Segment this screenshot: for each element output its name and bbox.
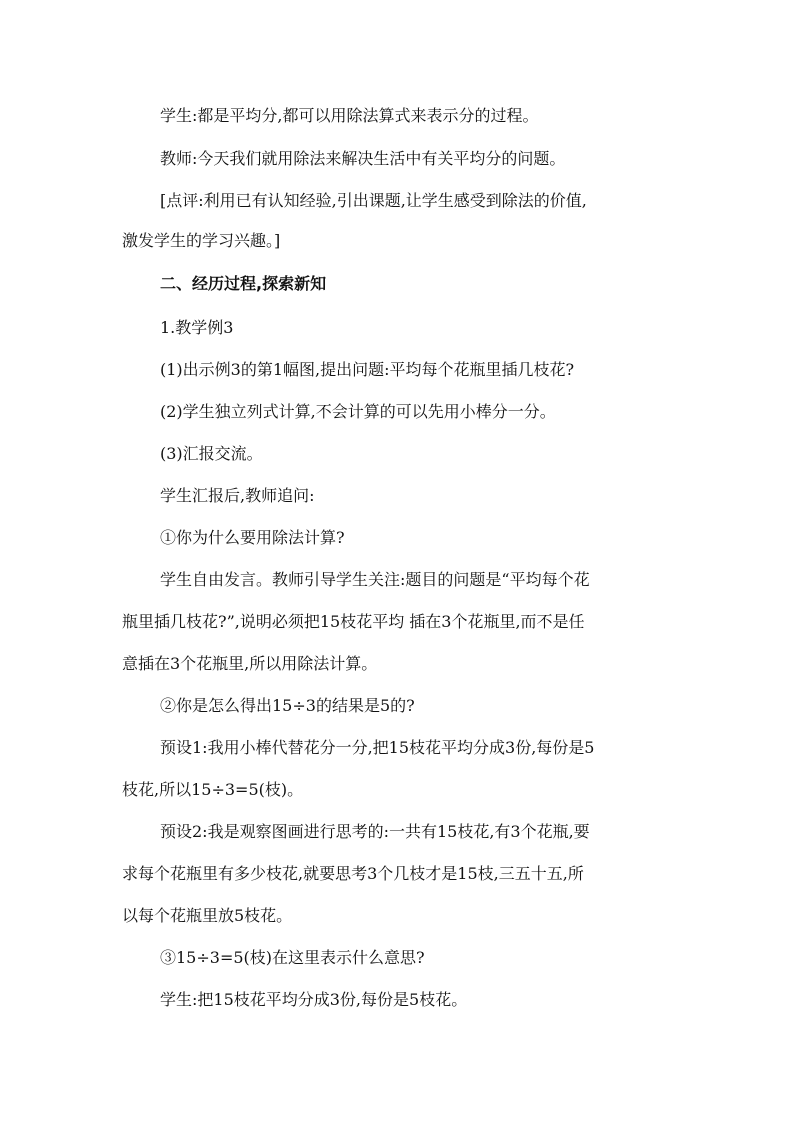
comment-line: 激发学生的学习兴趣。] [122, 231, 281, 250]
section-heading: 二、经历过程,探索新知 [160, 274, 327, 293]
step-line: (2)学生独立列式计算,不会计算的可以先用小棒分一分。 [160, 402, 556, 421]
question-line: ②你是怎么得出15÷3的结果是5的? [160, 696, 415, 715]
paragraph-line: 学生汇报后,教师追问: [160, 486, 315, 505]
paragraph-line: 以每个花瓶里放5枝花。 [122, 906, 293, 925]
subheading: 1.教学例3 [160, 318, 234, 337]
question-line: ③15÷3=5(枝)在这里表示什么意思? [160, 948, 425, 967]
paragraph-line: 学生自由发言。教师引导学生关注:题目的问题是“平均每个花 [160, 570, 590, 589]
paragraph-line: 预设2:我是观察图画进行思考的:一共有15枝花,有3个花瓶,要 [160, 822, 590, 841]
paragraph-line: 求每个花瓶里有多少枝花,就要思考3个几枝才是15枝,三五十五,所 [122, 864, 584, 883]
comment-line: [点评:利用已有认知经验,引出课题,让学生感受到除法的价值, [160, 191, 587, 210]
paragraph-line: 学生:把15枝花平均分成3份,每份是5枝花。 [160, 990, 468, 1009]
step-line: (1)出示例3的第1幅图,提出问题:平均每个花瓶里插几枝花? [160, 360, 575, 379]
paragraph-line: 教师:今天我们就用除法来解决生活中有关平均分的问题。 [160, 149, 566, 168]
paragraph-line: 预设1:我用小棒代替花分一分,把15枝花平均分成3份,每份是5 [160, 738, 595, 757]
paragraph-line: 枝花,所以15÷3=5(枝)。 [122, 780, 304, 799]
paragraph-line: 学生:都是平均分,都可以用除法算式来表示分的过程。 [160, 106, 539, 125]
paragraph-line: 意插在3个花瓶里,所以用除法计算。 [122, 654, 378, 673]
question-line: ①你为什么要用除法计算? [160, 528, 345, 547]
paragraph-line: 瓶里插几枝花?”,说明必须把15枝花平均 插在3个花瓶里,而不是任 [122, 612, 585, 631]
step-line: (3)汇报交流。 [160, 444, 263, 463]
